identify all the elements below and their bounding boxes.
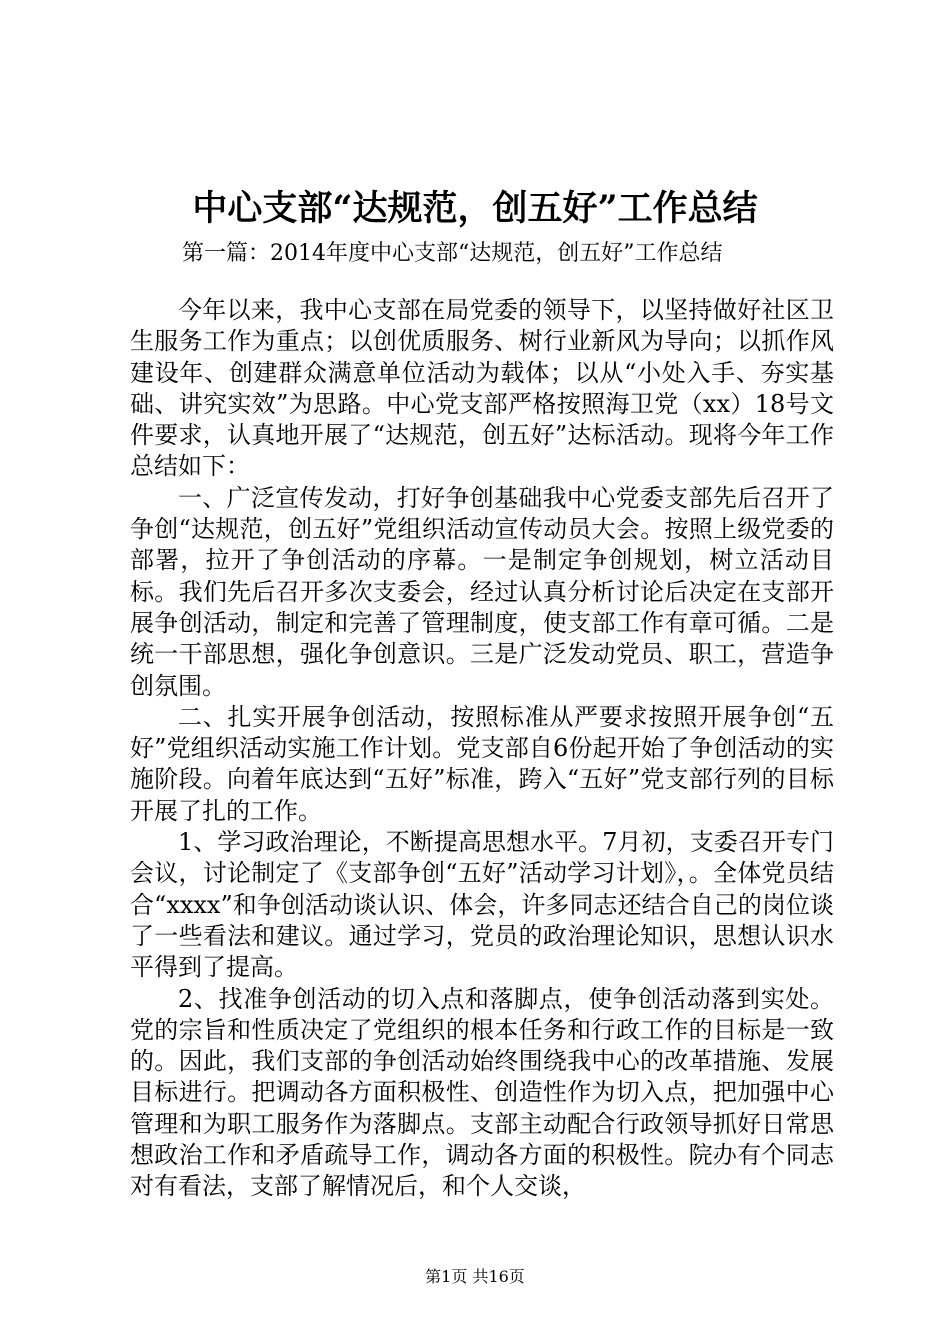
- body-paragraph: 一、广泛宣传发动，打好争创基础我中心党委支部先后召开了争创“达规范，创五好”党组织活动宣传动员大会。按照上级党委的部署，拉开了争创活动的序幕。一是制定争创规划，树立活动目标。我们先后召开多次支委会，经过认真分析讨论后决定在支部开展争创活动，制定和完善了管理制度，使支部工作有章可循。二是统一干部思想，强化争创意识。三是广泛发动党员、职工，营造争创氛围。: [130, 483, 834, 700]
- body-paragraph: 2、找准争创活动的切入点和落脚点，使争创活动落到实处。党的宗旨和性质决定了党组织的根本任务和行政工作的目标是一致的。因此，我们支部的争创活动始终围绕我中心的改革措施、发展目标进行。把调动各方面积极性、创造性作为切入点，把加强中心管理和为职工服务作为落脚点。支部主动配合行政领导抓好日常思想政治工作和矛盾疏导工作，调动各方面的积极性。院办有个同志对有看法，支部了解情况后，和个人交谈，: [130, 984, 834, 1201]
- body-paragraph: 1、学习政治理论，不断提高思想水平。7月初，支委召开专门会议，讨论制定了《支部争创“五好”活动学习计划》，。全体党员结合“xxxx”和争创活动谈认识、体会，许多同志还结合自己的岗位谈了一些看法和建议。通过学习，党员的政治理论知识，思想认识水平得到了提高。: [130, 828, 834, 982]
- body-paragraph: 二、扎实开展争创活动，按照标准从严要求按照开展争创“五好”党组织活动实施工作计划。党支部自6份起开始了争创活动的实施阶段。向着年底达到“五好”标准，跨入“五好”党支部行列的目标开展了扎的工作。: [130, 702, 834, 825]
- body-paragraph: 今年以来，我中心支部在局党委的领导下，以坚持做好社区卫生服务工作为重点；以创优质服务、树行业新风为导向；以抓作风建设年、创建群众满意单位活动为载体；以从“小处入手、夯实基础、讲究实效”为思路。中心党支部严格按照海卫党（xx）18号文件要求，认真地开展了“达规范，创五好”达标活动。现将今年工作总结如下：: [130, 296, 834, 481]
- page-number-footer: 第1页 共16页: [425, 1267, 525, 1286]
- document-body: [130, 295, 834, 1203]
- document-title: 中心支部“达规范，创五好”工作总结: [192, 188, 758, 229]
- document-subtitle: 第一篇：2014年度中心支部“达规范，创五好”工作总结: [182, 241, 723, 266]
